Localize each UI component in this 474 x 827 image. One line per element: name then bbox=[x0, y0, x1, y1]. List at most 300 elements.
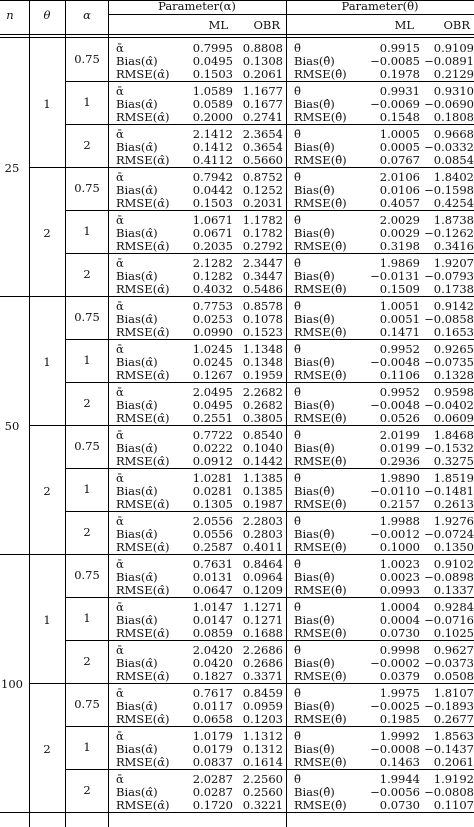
alpha-ml-value: 0.4032 bbox=[192, 282, 233, 296]
alpha-ml-value: 0.7617 bbox=[192, 686, 233, 700]
theta-obr-value: 0.3275 bbox=[433, 454, 474, 468]
alpha-obr-value: 0.1040 bbox=[242, 441, 283, 455]
alpha-group-rule bbox=[65, 124, 474, 125]
theta-obr-value: 1.9192 bbox=[433, 772, 474, 786]
alpha-group-rule bbox=[65, 640, 474, 641]
n-group-rule bbox=[0, 296, 474, 297]
theta-ml-value: 1.9869 bbox=[379, 256, 420, 270]
alpha-stat-label: ᾱ bbox=[116, 772, 124, 786]
alpha-ml-value: 0.0131 bbox=[192, 570, 233, 584]
alpha-obr-value: 0.5660 bbox=[242, 153, 283, 167]
theta-ml-value: 0.9915 bbox=[379, 41, 420, 55]
theta-ml-value: 0.0005 bbox=[379, 140, 420, 154]
alpha-stat-label: Bias(α̂) bbox=[116, 54, 158, 68]
alpha-ml-value: 0.1827 bbox=[192, 669, 233, 683]
theta-ml-value: 0.9952 bbox=[379, 385, 420, 399]
alpha-stat-label: RMSE(α̂) bbox=[116, 497, 170, 511]
theta-ml-value: 0.9952 bbox=[379, 342, 420, 356]
header-double-rule bbox=[0, 37, 474, 38]
theta-stat-label: RMSE(θ̂) bbox=[294, 153, 347, 167]
header-ml-alpha: ML bbox=[208, 18, 228, 32]
alpha-ml-value: 0.7942 bbox=[192, 170, 233, 184]
alpha-stat-label: RMSE(α̂) bbox=[116, 196, 170, 210]
alpha-obr-value: 0.3805 bbox=[242, 411, 283, 425]
theta-obr-value: −0.0724 bbox=[424, 527, 474, 541]
theta-stat-label: Bias(θ̂) bbox=[294, 312, 335, 326]
alpha-ml-value: 2.0495 bbox=[192, 385, 233, 399]
alpha-obr-value: 2.2686 bbox=[242, 643, 283, 657]
theta-obr-value: 0.1025 bbox=[433, 626, 474, 640]
theta-value: 1 bbox=[43, 612, 51, 627]
alpha-ml-value: 0.0420 bbox=[192, 656, 233, 670]
theta-group-rule bbox=[29, 683, 474, 684]
theta-ml-value: 0.1463 bbox=[379, 755, 420, 769]
alpha-stat-label: RMSE(α̂) bbox=[116, 282, 170, 296]
theta-ml-value: 0.0526 bbox=[379, 411, 420, 425]
theta-stat-label: Bias(θ̂) bbox=[294, 183, 335, 197]
alpha-stat-label: ᾱ bbox=[116, 600, 124, 614]
alpha-value: 0.75 bbox=[74, 568, 100, 582]
theta-obr-value: −0.1481 bbox=[424, 484, 474, 498]
theta-ml-value: 1.0005 bbox=[379, 127, 420, 141]
alpha-ml-value: 0.0442 bbox=[192, 183, 233, 197]
theta-obr-value: 0.9310 bbox=[433, 84, 474, 98]
header-obr-theta: OBR bbox=[443, 18, 470, 32]
n-group-rule bbox=[0, 812, 474, 813]
alpha-stat-label: ᾱ bbox=[116, 643, 124, 657]
alpha-ml-value: 0.1503 bbox=[192, 196, 233, 210]
alpha-obr-value: 2.2560 bbox=[242, 772, 283, 786]
alpha-ml-value: 0.7722 bbox=[192, 428, 233, 442]
alpha-group-rule bbox=[65, 81, 474, 82]
theta-stat-label: RMSE(θ̂) bbox=[294, 239, 347, 253]
alpha-obr-value: 1.1271 bbox=[242, 600, 283, 614]
alpha-obr-value: 0.4011 bbox=[242, 540, 283, 554]
alpha-stat-label: ᾱ bbox=[116, 41, 124, 55]
theta-stat-label: θ̄ bbox=[294, 772, 301, 786]
n-value: 25 bbox=[4, 161, 20, 175]
theta-ml-value: 1.9988 bbox=[379, 514, 420, 528]
alpha-stat-label: ᾱ bbox=[116, 127, 124, 141]
alpha-stat-label: RMSE(α̂) bbox=[116, 67, 170, 81]
header-ml-theta: ML bbox=[394, 18, 414, 32]
theta-stat-label: RMSE(θ̂) bbox=[294, 282, 347, 296]
alpha-ml-value: 1.0281 bbox=[192, 471, 233, 485]
alpha-group-rule bbox=[65, 597, 474, 598]
alpha-ml-value: 0.1282 bbox=[192, 269, 233, 283]
theta-ml-value: 1.9944 bbox=[379, 772, 420, 786]
theta-ml-value: 0.2157 bbox=[379, 497, 420, 511]
alpha-obr-value: 0.3654 bbox=[242, 140, 283, 154]
alpha-value: 1 bbox=[83, 353, 91, 367]
theta-ml-value: 0.1509 bbox=[379, 282, 420, 296]
theta-obr-value: −0.0808 bbox=[424, 785, 474, 799]
alpha-obr-value: 0.2803 bbox=[242, 527, 283, 541]
theta-obr-value: −0.0891 bbox=[424, 54, 474, 68]
theta-obr-value: −0.0402 bbox=[424, 398, 474, 412]
theta-ml-value: 0.1471 bbox=[379, 325, 420, 339]
alpha-ml-value: 1.0589 bbox=[192, 84, 233, 98]
alpha-ml-value: 0.7631 bbox=[192, 557, 233, 571]
alpha-ml-value: 0.2035 bbox=[192, 239, 233, 253]
alpha-ml-value: 0.2551 bbox=[192, 411, 233, 425]
alpha-ml-value: 1.0179 bbox=[192, 729, 233, 743]
alpha-obr-value: 0.0964 bbox=[242, 570, 283, 584]
alpha-ml-value: 0.2000 bbox=[192, 110, 233, 124]
alpha-stat-label: ᾱ bbox=[116, 256, 124, 270]
theta-obr-value: −0.1437 bbox=[424, 742, 474, 756]
theta-ml-value: 0.1985 bbox=[379, 712, 420, 726]
alpha-value: 1 bbox=[83, 95, 91, 109]
alpha-ml-value: 0.1503 bbox=[192, 67, 233, 81]
alpha-obr-value: 2.2803 bbox=[242, 514, 283, 528]
alpha-obr-value: 0.5486 bbox=[242, 282, 283, 296]
theta-stat-label: Bias(θ̂) bbox=[294, 355, 335, 369]
alpha-obr-value: 0.0959 bbox=[242, 699, 283, 713]
theta-stat-label: Bias(θ̂) bbox=[294, 140, 335, 154]
alpha-ml-value: 2.0287 bbox=[192, 772, 233, 786]
theta-stat-label: θ̄ bbox=[294, 385, 301, 399]
alpha-ml-value: 0.0658 bbox=[192, 712, 233, 726]
theta-stat-label: Bias(θ̂) bbox=[294, 484, 335, 498]
theta-obr-value: 0.1738 bbox=[433, 282, 474, 296]
alpha-obr-value: 2.3447 bbox=[242, 256, 283, 270]
alpha-stat-label: Bias(α̂) bbox=[116, 441, 158, 455]
alpha-obr-value: 0.8752 bbox=[242, 170, 283, 184]
theta-stat-label: θ̄ bbox=[294, 170, 301, 184]
theta-obr-value: −0.1262 bbox=[424, 226, 474, 240]
alpha-stat-label: ᾱ bbox=[116, 471, 124, 485]
alpha-stat-label: RMSE(α̂) bbox=[116, 325, 170, 339]
alpha-ml-value: 0.0253 bbox=[192, 312, 233, 326]
alpha-stat-label: Bias(α̂) bbox=[116, 140, 158, 154]
alpha-value: 2 bbox=[83, 138, 91, 152]
theta-obr-value: 1.8468 bbox=[433, 428, 474, 442]
theta-obr-value: −0.1893 bbox=[424, 699, 474, 713]
alpha-obr-value: 0.8464 bbox=[242, 557, 283, 571]
alpha-obr-value: 0.1614 bbox=[242, 755, 283, 769]
theta-ml-value: −0.0085 bbox=[370, 54, 420, 68]
theta-stat-label: Bias(θ̂) bbox=[294, 226, 335, 240]
theta-ml-value: −0.0110 bbox=[370, 484, 420, 498]
alpha-obr-value: 0.1203 bbox=[242, 712, 283, 726]
alpha-value: 1 bbox=[83, 482, 91, 496]
theta-ml-value: −0.0056 bbox=[370, 785, 420, 799]
alpha-ml-value: 0.0287 bbox=[192, 785, 233, 799]
theta-obr-value: 0.0854 bbox=[433, 153, 474, 167]
n-value: 50 bbox=[4, 419, 20, 433]
theta-ml-value: 1.0004 bbox=[379, 600, 420, 614]
theta-obr-value: −0.0858 bbox=[424, 312, 474, 326]
theta-stat-label: θ̄ bbox=[294, 84, 301, 98]
alpha-obr-value: 0.2031 bbox=[242, 196, 283, 210]
theta-ml-value: 0.1978 bbox=[379, 67, 420, 81]
alpha-group-rule bbox=[65, 769, 474, 770]
alpha-obr-value: 1.1348 bbox=[242, 342, 283, 356]
header-mid-rule bbox=[108, 14, 474, 15]
alpha-ml-value: 0.1267 bbox=[192, 368, 233, 382]
theta-stat-label: θ̄ bbox=[294, 213, 301, 227]
theta-stat-label: RMSE(θ̂) bbox=[294, 798, 347, 812]
theta-obr-value: −0.0898 bbox=[424, 570, 474, 584]
alpha-obr-value: 0.1782 bbox=[242, 226, 283, 240]
alpha-stat-label: Bias(α̂) bbox=[116, 742, 158, 756]
alpha-ml-value: 0.1720 bbox=[192, 798, 233, 812]
theta-ml-value: 1.9992 bbox=[379, 729, 420, 743]
alpha-ml-value: 1.0671 bbox=[192, 213, 233, 227]
alpha-stat-label: RMSE(α̂) bbox=[116, 454, 170, 468]
alpha-stat-label: RMSE(α̂) bbox=[116, 798, 170, 812]
alpha-obr-value: 0.1385 bbox=[242, 484, 283, 498]
theta-ml-value: 0.0029 bbox=[379, 226, 420, 240]
alpha-stat-label: RMSE(α̂) bbox=[116, 239, 170, 253]
theta-stat-label: θ̄ bbox=[294, 471, 301, 485]
theta-stat-label: Bias(θ̂) bbox=[294, 656, 335, 670]
alpha-obr-value: 0.2741 bbox=[242, 110, 283, 124]
theta-stat-label: Bias(θ̂) bbox=[294, 785, 335, 799]
theta-obr-value: 0.1653 bbox=[433, 325, 474, 339]
alpha-stat-label: ᾱ bbox=[116, 729, 124, 743]
alpha-stat-label: RMSE(α̂) bbox=[116, 540, 170, 554]
alpha-stat-label: ᾱ bbox=[116, 299, 124, 313]
alpha-obr-value: 0.3447 bbox=[242, 269, 283, 283]
theta-value: 2 bbox=[43, 225, 51, 240]
theta-obr-value: −0.0373 bbox=[424, 656, 474, 670]
theta-obr-value: 0.9109 bbox=[433, 41, 474, 55]
alpha-obr-value: 0.1312 bbox=[242, 742, 283, 756]
alpha-ml-value: 0.7995 bbox=[192, 41, 233, 55]
alpha-stat-label: RMSE(α̂) bbox=[116, 712, 170, 726]
alpha-value: 2 bbox=[83, 783, 91, 797]
theta-ml-value: 0.0767 bbox=[379, 153, 420, 167]
alpha-value: 0.75 bbox=[74, 181, 100, 195]
alpha-stat-label: RMSE(α̂) bbox=[116, 755, 170, 769]
alpha-stat-label: ᾱ bbox=[116, 428, 124, 442]
theta-stat-label: RMSE(θ̂) bbox=[294, 411, 347, 425]
theta-stat-label: Bias(θ̂) bbox=[294, 742, 335, 756]
alpha-stat-label: RMSE(α̂) bbox=[116, 110, 170, 124]
theta-stat-label: θ̄ bbox=[294, 643, 301, 657]
theta-stat-label: Bias(θ̂) bbox=[294, 269, 335, 283]
theta-stat-label: θ̄ bbox=[294, 428, 301, 442]
header-obr-alpha: OBR bbox=[253, 18, 280, 32]
theta-stat-label: θ̄ bbox=[294, 600, 301, 614]
alpha-obr-value: 1.1677 bbox=[242, 84, 283, 98]
alpha-ml-value: 0.1412 bbox=[192, 140, 233, 154]
alpha-ml-value: 2.0420 bbox=[192, 643, 233, 657]
alpha-ml-value: 2.0556 bbox=[192, 514, 233, 528]
theta-obr-value: −0.0735 bbox=[424, 355, 474, 369]
theta-stat-label: Bias(θ̂) bbox=[294, 398, 335, 412]
alpha-stat-label: RMSE(α̂) bbox=[116, 626, 170, 640]
alpha-value: 0.75 bbox=[74, 697, 100, 711]
theta-stat-label: θ̄ bbox=[294, 729, 301, 743]
theta-group-rule bbox=[29, 167, 474, 168]
alpha-obr-value: 0.2061 bbox=[242, 67, 283, 81]
alpha-ml-value: 0.0671 bbox=[192, 226, 233, 240]
theta-ml-value: 0.0199 bbox=[379, 441, 420, 455]
theta-ml-value: 1.0051 bbox=[379, 299, 420, 313]
theta-ml-value: 0.0379 bbox=[379, 669, 420, 683]
alpha-stat-label: Bias(α̂) bbox=[116, 570, 158, 584]
alpha-obr-value: 0.1209 bbox=[242, 583, 283, 597]
alpha-obr-value: 0.1677 bbox=[242, 97, 283, 111]
header-parameter-alpha: Parameter(α) bbox=[158, 0, 236, 13]
alpha-stat-label: RMSE(α̂) bbox=[116, 153, 170, 167]
alpha-value: 1 bbox=[83, 740, 91, 754]
n-value: 100 bbox=[1, 677, 23, 691]
alpha-ml-value: 0.0589 bbox=[192, 97, 233, 111]
alpha-ml-value: 0.0179 bbox=[192, 742, 233, 756]
theta-value: 2 bbox=[43, 741, 51, 756]
alpha-stat-label: Bias(α̂) bbox=[116, 226, 158, 240]
alpha-stat-label: Bias(α̂) bbox=[116, 527, 158, 541]
alpha-stat-label: Bias(α̂) bbox=[116, 312, 158, 326]
alpha-obr-value: 0.1252 bbox=[242, 183, 283, 197]
theta-ml-value: 2.0199 bbox=[379, 428, 420, 442]
theta-ml-value: 0.2936 bbox=[379, 454, 420, 468]
theta-stat-label: θ̄ bbox=[294, 127, 301, 141]
theta-obr-value: −0.0793 bbox=[424, 269, 474, 283]
theta-obr-value: −0.0332 bbox=[424, 140, 474, 154]
theta-stat-label: RMSE(θ̂) bbox=[294, 67, 347, 81]
theta-obr-value: 0.2677 bbox=[433, 712, 474, 726]
theta-ml-value: 0.0004 bbox=[379, 613, 420, 627]
alpha-stat-label: Bias(α̂) bbox=[116, 183, 158, 197]
theta-stat-label: θ̄ bbox=[294, 342, 301, 356]
theta-ml-value: 1.9975 bbox=[379, 686, 420, 700]
theta-ml-value: 0.0730 bbox=[379, 798, 420, 812]
alpha-stat-label: ᾱ bbox=[116, 170, 124, 184]
theta-ml-value: −0.0002 bbox=[370, 656, 420, 670]
alpha-obr-value: 0.3221 bbox=[242, 798, 283, 812]
alpha-value: 0.75 bbox=[74, 439, 100, 453]
theta-stat-label: RMSE(θ̂) bbox=[294, 454, 347, 468]
theta-ml-value: 0.0993 bbox=[379, 583, 420, 597]
alpha-stat-label: ᾱ bbox=[116, 84, 124, 98]
theta-stat-label: RMSE(θ̂) bbox=[294, 712, 347, 726]
theta-obr-value: 0.2061 bbox=[433, 755, 474, 769]
alpha-obr-value: 0.1308 bbox=[242, 54, 283, 68]
alpha-stat-label: Bias(α̂) bbox=[116, 269, 158, 283]
alpha-stat-label: ᾱ bbox=[116, 514, 124, 528]
alpha-stat-label: ᾱ bbox=[116, 686, 124, 700]
theta-stat-label: Bias(θ̂) bbox=[294, 570, 335, 584]
theta-ml-value: −0.0012 bbox=[370, 527, 420, 541]
alpha-ml-value: 0.0222 bbox=[192, 441, 233, 455]
theta-ml-value: 0.1000 bbox=[379, 540, 420, 554]
theta-obr-value: 0.1107 bbox=[433, 798, 474, 812]
alpha-value: 2 bbox=[83, 267, 91, 281]
alpha-ml-value: 0.0837 bbox=[192, 755, 233, 769]
alpha-ml-value: 0.2587 bbox=[192, 540, 233, 554]
alpha-ml-value: 0.0990 bbox=[192, 325, 233, 339]
theta-stat-label: Bias(θ̂) bbox=[294, 613, 335, 627]
theta-stat-label: RMSE(θ̂) bbox=[294, 540, 347, 554]
alpha-ml-value: 0.0912 bbox=[192, 454, 233, 468]
header-bottom-rule bbox=[0, 34, 474, 35]
alpha-ml-value: 0.0495 bbox=[192, 398, 233, 412]
alpha-ml-value: 0.7753 bbox=[192, 299, 233, 313]
alpha-obr-value: 0.1987 bbox=[242, 497, 283, 511]
theta-ml-value: 0.9998 bbox=[379, 643, 420, 657]
theta-ml-value: 0.0730 bbox=[379, 626, 420, 640]
alpha-obr-value: 0.2686 bbox=[242, 656, 283, 670]
theta-obr-value: 1.8738 bbox=[433, 213, 474, 227]
theta-stat-label: RMSE(θ̂) bbox=[294, 325, 347, 339]
theta-ml-value: 0.3198 bbox=[379, 239, 420, 253]
theta-stat-label: RMSE(θ̂) bbox=[294, 196, 347, 210]
alpha-obr-value: 0.1348 bbox=[242, 355, 283, 369]
alpha-group-rule bbox=[65, 511, 474, 512]
theta-obr-value: 1.8519 bbox=[433, 471, 474, 485]
theta-obr-value: 1.8563 bbox=[433, 729, 474, 743]
theta-ml-value: 0.4057 bbox=[379, 196, 420, 210]
theta-stat-label: θ̄ bbox=[294, 41, 301, 55]
theta-value: 2 bbox=[43, 483, 51, 498]
theta-stat-label: Bias(θ̂) bbox=[294, 97, 335, 111]
alpha-group-rule bbox=[65, 210, 474, 211]
theta-obr-value: 0.9627 bbox=[433, 643, 474, 657]
theta-obr-value: 0.0609 bbox=[433, 411, 474, 425]
theta-ml-value: 0.1106 bbox=[379, 368, 420, 382]
alpha-obr-value: 0.8459 bbox=[242, 686, 283, 700]
alpha-obr-value: 0.8578 bbox=[242, 299, 283, 313]
alpha-ml-value: 0.0556 bbox=[192, 527, 233, 541]
alpha-stat-label: ᾱ bbox=[116, 342, 124, 356]
theta-obr-value: 0.4254 bbox=[433, 196, 474, 210]
alpha-ml-value: 1.0245 bbox=[192, 342, 233, 356]
theta-stat-label: RMSE(θ̂) bbox=[294, 755, 347, 769]
alpha-stat-label: Bias(α̂) bbox=[116, 97, 158, 111]
alpha-ml-value: 0.0647 bbox=[192, 583, 233, 597]
alpha-stat-label: ᾱ bbox=[116, 557, 124, 571]
alpha-obr-value: 2.2682 bbox=[242, 385, 283, 399]
theta-obr-value: 0.9102 bbox=[433, 557, 474, 571]
alpha-value: 1 bbox=[83, 611, 91, 625]
theta-stat-label: RMSE(θ̂) bbox=[294, 669, 347, 683]
alpha-stat-label: ᾱ bbox=[116, 213, 124, 227]
theta-obr-value: 0.1328 bbox=[433, 368, 474, 382]
theta-obr-value: 0.9284 bbox=[433, 600, 474, 614]
theta-ml-value: 1.0023 bbox=[379, 557, 420, 571]
theta-obr-value: −0.1598 bbox=[424, 183, 474, 197]
alpha-ml-value: 1.0147 bbox=[192, 600, 233, 614]
theta-stat-label: θ̄ bbox=[294, 256, 301, 270]
alpha-value: 2 bbox=[83, 396, 91, 410]
alpha-stat-label: RMSE(α̂) bbox=[116, 669, 170, 683]
theta-obr-value: 0.2613 bbox=[433, 497, 474, 511]
alpha-obr-value: 0.1523 bbox=[242, 325, 283, 339]
alpha-value: 1 bbox=[83, 224, 91, 238]
theta-value: 1 bbox=[43, 96, 51, 111]
theta-stat-label: RMSE(θ̂) bbox=[294, 626, 347, 640]
theta-value: 1 bbox=[43, 354, 51, 369]
theta-obr-value: 0.1808 bbox=[433, 110, 474, 124]
alpha-stat-label: Bias(α̂) bbox=[116, 355, 158, 369]
alpha-ml-value: 2.1282 bbox=[192, 256, 233, 270]
theta-ml-value: 2.0106 bbox=[379, 170, 420, 184]
alpha-stat-label: Bias(α̂) bbox=[116, 656, 158, 670]
alpha-group-rule bbox=[65, 253, 474, 254]
alpha-obr-value: 0.3371 bbox=[242, 669, 283, 683]
theta-stat-label: θ̄ bbox=[294, 557, 301, 571]
alpha-stat-label: ᾱ bbox=[116, 385, 124, 399]
alpha-stat-label: Bias(α̂) bbox=[116, 613, 158, 627]
alpha-ml-value: 0.0147 bbox=[192, 613, 233, 627]
theta-obr-value: 1.8402 bbox=[433, 170, 474, 184]
theta-stat-label: RMSE(θ̂) bbox=[294, 368, 347, 382]
